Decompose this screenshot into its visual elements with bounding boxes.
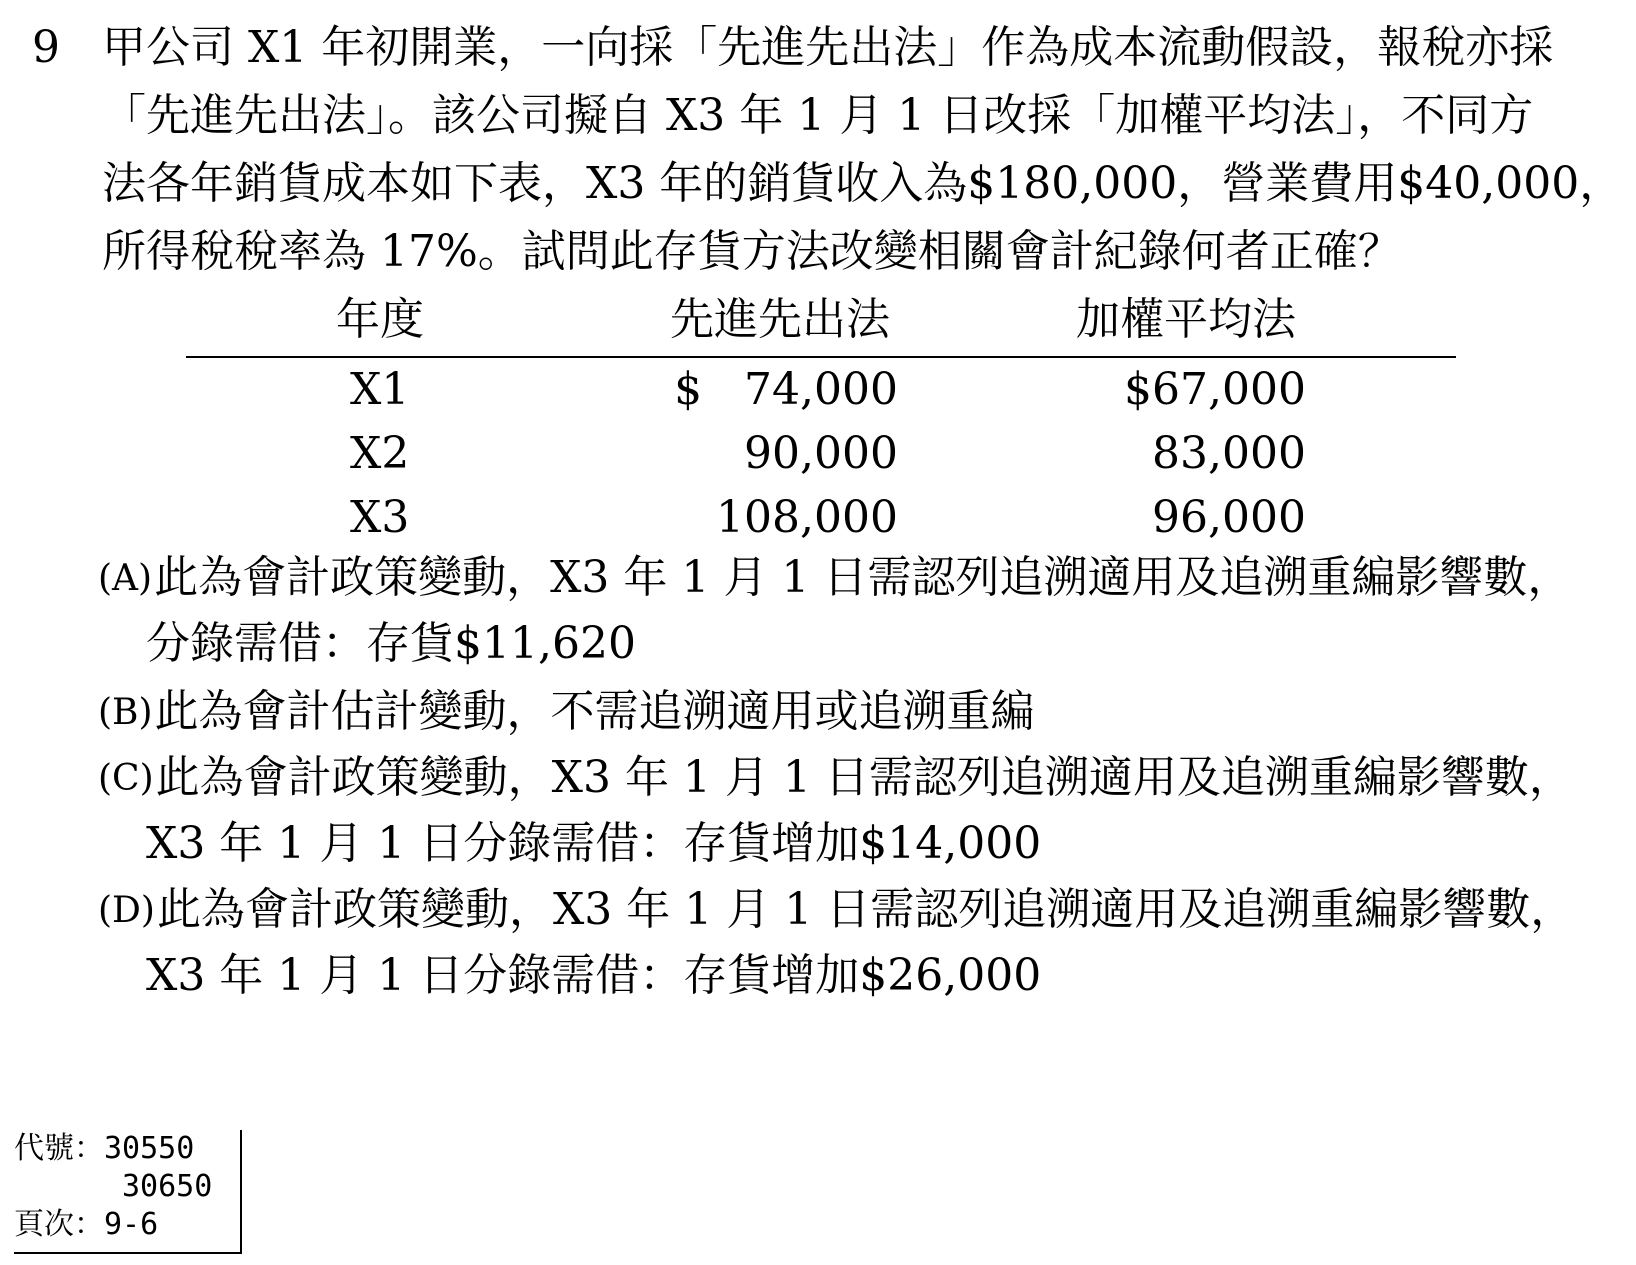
option-a-text-line-2: 分錄需借：存貨$11,620 [146,618,636,669]
question-stem-line-3: 法各年銷貨成本如下表，X3 年的銷貨收入為$180,000，營業費用$40,000， [102,158,1624,209]
question-number: 9 [32,22,60,73]
footer-code-row [14,1130,194,1168]
option-a-text-line-1: 此為會計政策變動，X3 年 1 月 1 日需認列追溯適用及追溯重編影響數， [154,552,1572,603]
question-stem-line-4: 所得稅稅率為 17%。試問此存貨方法改變相關會計紀錄何者正確？ [102,226,1402,277]
footer-code-2: 30650 [122,1169,213,1204]
table-row-x2-fifo: 90,000 [744,428,898,479]
footer-page-row [14,1206,158,1244]
option-a-label: (A) [98,558,153,599]
table-row-x2-wavg: 83,000 [1152,428,1306,479]
option-c-text-line-2: X3 年 1 月 1 日分錄需借：存貨增加$14,000 [146,818,1042,869]
footer-page-number: 9-6 [104,1207,159,1242]
table-row-x3-year: X3 [350,492,410,543]
table-row-x1-fifo: $ 74,000 [674,364,898,415]
question-stem-line-2: 「先進先出法」。該公司擬自 X3 年 1 月 1 日改採「加權平均法」，不同方 [102,90,1534,141]
cogs-table [186,290,1456,550]
footer-vertical-rule [240,1130,242,1254]
footer-code-label: 代號： [14,1131,104,1166]
footer-code-1: 30550 [104,1131,195,1166]
option-d-text-line-1: 此為會計政策變動，X3 年 1 月 1 日需認列追溯適用及追溯重編影響數， [156,884,1575,935]
table-row-x3-fifo: 108,000 [716,492,898,543]
option-b-label: (B) [98,692,153,733]
footer-bottom-rule [14,1252,242,1254]
option-c[interactable] [98,748,1573,809]
footer-page-label: 頁次： [14,1207,104,1242]
table-header-year: 年度 [336,294,424,345]
option-b[interactable] [98,682,1035,743]
option-c-label: (C) [98,758,154,799]
option-d-text-line-2: X3 年 1 月 1 日分錄需借：存貨增加$26,000 [146,950,1042,1001]
table-row-x1-wavg: $67,000 [1124,364,1306,415]
option-b-text-line-1: 此為會計估計變動，不需追溯適用或追溯重編 [154,686,1035,737]
table-row-x3-wavg: 96,000 [1152,492,1306,543]
option-d-label: (D) [98,890,155,931]
table-header-fifo: 先進先出法 [670,294,890,345]
option-a[interactable] [98,548,1571,609]
question-stem-line-1: 甲公司 X1 年初開業，一向採「先進先出法」作為成本流動假設，報稅亦採 [102,22,1554,73]
table-row-x1-year: X1 [350,364,410,415]
exam-footer [14,1130,244,1254]
option-c-text-line-1: 此為會計政策變動，X3 年 1 月 1 日需認列追溯適用及追溯重編影響數， [155,752,1573,803]
table-header-rule [186,356,1456,358]
table-header-weighted-average: 加權平均法 [1076,294,1296,345]
option-d[interactable] [98,880,1574,941]
table-row-x2-year: X2 [350,428,410,479]
